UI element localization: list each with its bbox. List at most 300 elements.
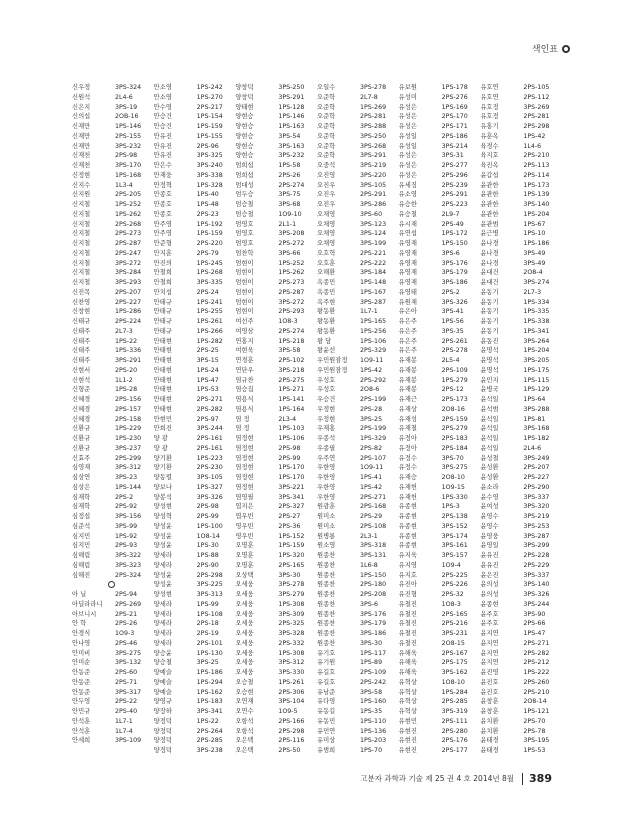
index-entry bbox=[317, 688, 397, 698]
index-entry bbox=[235, 610, 315, 620]
author-name: 엄현이 bbox=[235, 279, 254, 286]
presentation-code: 1PS-173 bbox=[523, 181, 550, 189]
presentation-code: 1PS-223 bbox=[196, 454, 223, 462]
presentation-code: 3PS-278 bbox=[359, 84, 387, 91]
index-entry bbox=[317, 346, 397, 356]
author-name: 윤동기 bbox=[480, 327, 499, 335]
author-name: 오진우 bbox=[316, 181, 336, 189]
presentation-code: 2PS-332 bbox=[278, 639, 305, 647]
presentation-code: 2PS-225 bbox=[441, 571, 468, 579]
index-entry bbox=[235, 532, 315, 542]
index-entry bbox=[72, 200, 152, 210]
index-entry bbox=[235, 278, 315, 288]
presentation-code: 2PS-113 bbox=[523, 162, 550, 169]
author-name: 윤창훈 bbox=[480, 698, 499, 706]
presentation-code: 2PS-49 bbox=[441, 220, 464, 228]
index-entry bbox=[154, 522, 234, 532]
presentation-code: 1PS-186 bbox=[196, 669, 223, 676]
index-entry bbox=[317, 278, 397, 288]
presentation-code: 1PS-144 bbox=[115, 483, 142, 491]
index-entry bbox=[480, 590, 560, 600]
author-name: 신재천 bbox=[72, 162, 91, 169]
index-entry bbox=[317, 298, 397, 308]
index-entry bbox=[317, 629, 397, 639]
author-name: 윤관범 bbox=[480, 220, 499, 228]
author-name: 오세웅 bbox=[235, 649, 254, 657]
index-entry bbox=[480, 83, 560, 93]
author-name: 유혁상 bbox=[398, 678, 417, 686]
author-name: 유성은 bbox=[398, 171, 417, 179]
presentation-code: 3PS-326 bbox=[523, 591, 550, 598]
presentation-code: 2PS-161 bbox=[196, 435, 223, 442]
presentation-code: 1PS-42 bbox=[523, 132, 546, 140]
presentation-code: 3PS-161 bbox=[441, 542, 468, 550]
index-entry bbox=[399, 161, 479, 171]
index-entry bbox=[399, 298, 479, 308]
index-entry bbox=[235, 268, 315, 278]
author-name: 윤주호 bbox=[480, 610, 499, 618]
presentation-code: 3PS-287 bbox=[359, 298, 387, 306]
presentation-code: 1L4-6 bbox=[523, 142, 542, 150]
index-entry bbox=[154, 83, 234, 93]
index-entry bbox=[154, 395, 234, 405]
presentation-code: 2PS-78 bbox=[523, 727, 546, 735]
author-name: 윤나경 bbox=[480, 240, 499, 247]
presentation-code: 2PS-138 bbox=[441, 513, 468, 520]
index-entry bbox=[399, 502, 479, 512]
index-entry bbox=[154, 249, 234, 259]
author-name: 유정수 bbox=[398, 464, 417, 472]
author-name: 양세라 bbox=[153, 600, 172, 608]
index-entry bbox=[399, 210, 479, 220]
author-name: 원미소 bbox=[316, 522, 336, 530]
author-name: 윤동기 bbox=[480, 288, 499, 296]
index-entry bbox=[480, 259, 560, 269]
presentation-code: 1PS-170 bbox=[278, 464, 305, 472]
index-entry bbox=[317, 697, 397, 707]
index-entry bbox=[317, 454, 397, 464]
index-entry bbox=[399, 688, 479, 698]
author-name: 우성호 bbox=[316, 376, 336, 384]
author-name: 윤유진 bbox=[480, 552, 499, 559]
index-entry bbox=[399, 512, 479, 522]
presentation-code: 2PS-324 bbox=[115, 571, 142, 579]
author-name: 신원석 bbox=[72, 93, 91, 101]
presentation-code: 2PS-79 bbox=[196, 249, 219, 257]
author-name: 양예슬 bbox=[153, 688, 172, 696]
index-entry bbox=[154, 93, 234, 103]
presentation-code: 3PS-291 bbox=[359, 152, 387, 160]
author-name: 왕윤선 bbox=[316, 347, 336, 355]
presentation-code: 1PS-203 bbox=[359, 737, 387, 745]
author-name: 안희진 bbox=[153, 425, 172, 433]
index-entry bbox=[317, 181, 397, 191]
author-name: 유기원 bbox=[316, 659, 336, 667]
presentation-code: 2PS-282 bbox=[523, 649, 550, 657]
presentation-code: 3PS-90 bbox=[523, 610, 546, 618]
index-entry bbox=[480, 112, 560, 122]
index-entry bbox=[399, 220, 479, 230]
index-entry bbox=[480, 220, 560, 230]
index-entry bbox=[399, 239, 479, 249]
presentation-code: 1PS-269 bbox=[359, 103, 387, 111]
author-name: 원종찬 bbox=[316, 581, 336, 589]
index-entry bbox=[480, 473, 560, 483]
author-name: 심영재 bbox=[72, 464, 91, 472]
presentation-code: 3PS-179 bbox=[359, 620, 387, 628]
presentation-code: 3PS-156 bbox=[115, 513, 142, 520]
index-entry bbox=[154, 658, 234, 668]
author-name: 신현서 bbox=[72, 366, 91, 374]
presentation-code: 1PS-242 bbox=[196, 84, 223, 91]
index-entry bbox=[72, 493, 152, 503]
author-name: 윤관한 bbox=[480, 181, 499, 189]
presentation-code: 1PS-308 bbox=[278, 649, 305, 657]
index-entry bbox=[399, 668, 479, 678]
presentation-code: 1PS-329 bbox=[359, 435, 387, 442]
index-entry bbox=[72, 678, 152, 688]
author-name: 유철진 bbox=[398, 639, 417, 647]
author-name: 심지민 bbox=[72, 532, 91, 540]
author-name: 유해욱 bbox=[398, 669, 417, 676]
presentation-code: 2PS-207 bbox=[523, 464, 550, 472]
presentation-code: 2PS-298 bbox=[523, 123, 550, 130]
index-entry bbox=[480, 512, 560, 522]
presentation-code: 1PS-35 bbox=[359, 708, 383, 715]
author-name: 윤갑섭 bbox=[480, 171, 499, 179]
author-name: 윤영수 bbox=[480, 522, 499, 530]
author-name: 심준석 bbox=[72, 522, 91, 530]
author-name: 원종찬 bbox=[316, 639, 336, 647]
index-entry bbox=[72, 171, 152, 181]
author-name: 왕 담 bbox=[316, 337, 332, 345]
presentation-code: 2PS-70 bbox=[523, 717, 546, 725]
author-name: 신태주 bbox=[72, 327, 91, 335]
presentation-code: 3PS-338 bbox=[196, 171, 223, 179]
author-name: 안지훈 bbox=[153, 249, 172, 257]
author-name: 유시재 bbox=[398, 220, 417, 228]
index-entry bbox=[235, 600, 315, 610]
index-entry bbox=[399, 736, 479, 746]
author-name: 오명훈 bbox=[235, 561, 254, 569]
author-name: 안은수 bbox=[153, 162, 172, 169]
index-entry bbox=[317, 532, 397, 542]
index-entry bbox=[72, 668, 152, 678]
author-name: 유정아 bbox=[398, 444, 417, 452]
author-name: 염승집 bbox=[235, 386, 254, 394]
presentation-code: 2PS-227 bbox=[523, 474, 550, 481]
author-name: 우한영 bbox=[316, 493, 336, 501]
presentation-code: 1PS-99 bbox=[196, 600, 219, 608]
author-name: 안나영 bbox=[72, 639, 91, 647]
index-entry bbox=[154, 717, 234, 727]
author-name: 유종현 bbox=[398, 522, 417, 530]
index-entry bbox=[399, 678, 479, 688]
index-entry bbox=[399, 395, 479, 405]
presentation-code: 2PS-94 bbox=[115, 591, 138, 598]
presentation-code: 1PS-121 bbox=[523, 708, 550, 715]
index-entry bbox=[317, 668, 397, 678]
index-entry bbox=[154, 181, 234, 191]
author-name: 양기환 bbox=[153, 454, 172, 462]
author-name: 안유진 bbox=[153, 142, 172, 150]
author-name: 안 학 bbox=[72, 620, 87, 628]
author-name: 엄희섭 bbox=[235, 171, 254, 179]
author-name: 왕동환 bbox=[316, 308, 336, 316]
author-name: 옥종민 bbox=[316, 288, 336, 296]
index-entry bbox=[317, 541, 397, 551]
presentation-code: 2PS-12 bbox=[441, 386, 464, 394]
author-name: 안태현 bbox=[153, 337, 172, 345]
author-name: 윤동기 bbox=[480, 298, 499, 306]
author-name: 염 정 bbox=[235, 415, 250, 423]
index-entry bbox=[399, 415, 479, 425]
index-entry bbox=[317, 307, 397, 317]
index-entry bbox=[235, 619, 315, 629]
author-name: 엄현이 bbox=[235, 259, 254, 267]
author-name: 신환규 bbox=[72, 435, 91, 442]
author-name: 윤석범 bbox=[480, 405, 499, 413]
presentation-code: 3PS-205 bbox=[523, 357, 550, 364]
author-name: 양성현 bbox=[153, 591, 172, 598]
author-name: 유성일 bbox=[398, 132, 417, 140]
presentation-code: 2PS-205 bbox=[115, 191, 142, 199]
presentation-code: 2PS-22 bbox=[115, 698, 138, 706]
author-name: 안세희 bbox=[72, 737, 91, 745]
index-entry bbox=[235, 83, 315, 93]
author-name: 양성현 bbox=[153, 503, 172, 511]
author-name: 윤성철 bbox=[480, 454, 499, 462]
presentation-code: 2PS-27 bbox=[278, 513, 301, 520]
index-entry bbox=[72, 600, 152, 610]
author-name: 유은주 bbox=[398, 327, 417, 335]
index-entry bbox=[72, 717, 152, 727]
author-name: 유미상 bbox=[316, 737, 336, 745]
index-entry bbox=[235, 229, 315, 239]
presentation-code: 1O9-11 bbox=[359, 357, 384, 364]
presentation-code: 2L7-3 bbox=[115, 327, 133, 335]
index-entry bbox=[154, 122, 234, 132]
index-entry bbox=[399, 619, 479, 629]
author-name: 유재봉 bbox=[398, 366, 417, 374]
index-entry bbox=[154, 376, 234, 386]
author-name: 유영재 bbox=[398, 249, 417, 257]
index-entry bbox=[317, 376, 397, 386]
presentation-code: 2PS-165 bbox=[441, 610, 468, 618]
presentation-code: 3PS-184 bbox=[359, 269, 387, 277]
author-name: 유원재 bbox=[398, 298, 417, 306]
author-name: 신우정 bbox=[72, 84, 91, 91]
presentation-code: 1PS-262 bbox=[278, 269, 305, 277]
author-name: 유정수 bbox=[398, 454, 417, 462]
presentation-code: 2PS-116 bbox=[278, 737, 305, 745]
index-entry bbox=[480, 103, 560, 113]
author-name: 윤민지 bbox=[480, 376, 499, 384]
author-name: 육경수 bbox=[480, 142, 499, 150]
index-entry bbox=[317, 356, 397, 366]
presentation-code: 3PS-238 bbox=[196, 747, 223, 754]
author-name: 윤영수 bbox=[480, 513, 499, 520]
index-entry bbox=[154, 483, 234, 493]
presentation-code: 3PS-214 bbox=[441, 142, 468, 150]
author-name: 유성은 bbox=[398, 123, 417, 130]
index-entry bbox=[235, 259, 315, 269]
index-entry bbox=[72, 239, 152, 249]
author-name: 안태현 bbox=[153, 405, 172, 413]
presentation-code: 1PS-22 bbox=[115, 337, 138, 345]
author-name: 윤성환 bbox=[480, 464, 499, 472]
presentation-code: 3PS-250 bbox=[278, 84, 305, 91]
author-name: 윤동기 bbox=[480, 318, 499, 325]
author-name: 우정현 bbox=[316, 405, 336, 413]
author-name: 유재철 bbox=[398, 425, 417, 433]
index-entry bbox=[235, 220, 315, 230]
presentation-code: 3PS-299 bbox=[523, 542, 550, 550]
presentation-code: 2PS-224 bbox=[115, 318, 142, 325]
author-name: 유훈옥 bbox=[480, 132, 499, 140]
index-entry bbox=[235, 590, 315, 600]
index-entry bbox=[154, 629, 234, 639]
author-name: 신창현 bbox=[72, 308, 91, 316]
author-name: 안미순 bbox=[72, 659, 91, 667]
author-name: 양예슬 bbox=[153, 669, 172, 676]
presentation-code: 3PS-68 bbox=[278, 201, 301, 208]
index-entry bbox=[480, 707, 560, 717]
author-name: 염정현 bbox=[235, 435, 254, 442]
presentation-code: 2PS-175 bbox=[441, 659, 468, 667]
author-name: 유정아 bbox=[398, 435, 417, 442]
presentation-code: 1PS-192 bbox=[196, 220, 223, 228]
index-entry bbox=[235, 317, 315, 327]
index-entry bbox=[480, 210, 560, 220]
author-index-grid bbox=[72, 83, 560, 763]
presentation-code: 2PS-71 bbox=[115, 678, 138, 686]
index-entry bbox=[235, 629, 315, 639]
author-name: 양현승 bbox=[235, 132, 254, 140]
author-name: 신현석 bbox=[72, 376, 91, 384]
index-entry bbox=[317, 424, 397, 434]
index-entry bbox=[235, 395, 315, 405]
index-entry bbox=[154, 434, 234, 444]
presentation-code: 3PS-30 bbox=[278, 571, 301, 579]
author-name: 유진형 bbox=[398, 591, 417, 598]
index-entry bbox=[480, 385, 560, 395]
index-entry bbox=[154, 259, 234, 269]
index-entry bbox=[399, 385, 479, 395]
presentation-code: 2PS-222 bbox=[359, 259, 387, 267]
presentation-code: 3PS-6 bbox=[441, 249, 460, 257]
presentation-code: 2PS-96 bbox=[196, 142, 219, 150]
presentation-code: 1L3-4 bbox=[115, 181, 133, 189]
index-entry bbox=[317, 337, 397, 347]
author-name: 신재만 bbox=[72, 132, 91, 140]
presentation-code: 3PS-335 bbox=[196, 279, 223, 286]
index-entry bbox=[399, 629, 479, 639]
author-name: 오일수 bbox=[316, 84, 336, 91]
index-entry bbox=[317, 327, 397, 337]
index-entry bbox=[72, 288, 152, 298]
presentation-code: 3PS-232 bbox=[115, 142, 142, 150]
index-entry bbox=[72, 307, 152, 317]
author-name: 엄영호 bbox=[235, 230, 254, 238]
presentation-code: 2PS-285 bbox=[196, 737, 223, 745]
presentation-code: 1PS-230 bbox=[115, 435, 142, 442]
index-entry bbox=[317, 122, 397, 132]
author-name: 유현진 bbox=[398, 747, 417, 754]
presentation-code: 2PS-293 bbox=[278, 308, 305, 316]
author-name: 안주영 bbox=[153, 220, 172, 228]
author-name: 유재봉 bbox=[398, 376, 417, 384]
index-entry bbox=[317, 551, 397, 561]
presentation-code: 1PS-229 bbox=[115, 425, 142, 433]
author-name: 유해욱 bbox=[398, 659, 417, 667]
index-entry bbox=[235, 376, 315, 386]
author-name: 신형준 bbox=[72, 386, 91, 394]
index-entry bbox=[399, 278, 479, 288]
author-name: 안태현 bbox=[153, 386, 172, 394]
index-entry bbox=[399, 132, 479, 142]
index-entry bbox=[154, 551, 234, 561]
presentation-code: 1PS-170 bbox=[278, 474, 305, 481]
index-entry bbox=[235, 502, 315, 512]
presentation-code: 3PS-219 bbox=[359, 162, 387, 169]
presentation-code: 3PS-162 bbox=[441, 669, 468, 676]
author-name: 유길호 bbox=[316, 669, 336, 676]
author-name: 유영재 bbox=[398, 269, 417, 277]
presentation-code: 2PS-210 bbox=[523, 688, 550, 696]
author-name: 유홍기 bbox=[480, 123, 499, 130]
presentation-code: 1PS-165 bbox=[359, 318, 387, 325]
presentation-code: 2PS-40 bbox=[115, 708, 138, 715]
index-entry bbox=[480, 532, 560, 542]
index-entry bbox=[480, 434, 560, 444]
presentation-code: 1PS-182 bbox=[523, 435, 550, 442]
index-entry bbox=[317, 83, 397, 93]
author-name: 유재승 bbox=[398, 474, 417, 481]
presentation-code: 1PS-47 bbox=[523, 630, 546, 637]
index-entry bbox=[399, 424, 479, 434]
presentation-code: 3PS-174 bbox=[441, 532, 468, 540]
author-name: 우성호 bbox=[316, 386, 336, 394]
author-name: 유재봉 bbox=[398, 386, 417, 394]
author-name: 안태규 bbox=[153, 318, 172, 325]
presentation-code: 2PS-272 bbox=[278, 240, 305, 247]
index-entry bbox=[317, 229, 397, 239]
presentation-code: 2PS-97 bbox=[196, 415, 219, 423]
author-name: 유영태 bbox=[398, 288, 417, 296]
author-name: 윤지연 bbox=[480, 630, 499, 637]
section-circle-icon bbox=[562, 45, 570, 53]
index-entry bbox=[399, 83, 479, 93]
index-entry bbox=[480, 580, 560, 590]
author-name: 윤관한 bbox=[480, 191, 499, 199]
author-name: 윤영웅 bbox=[480, 532, 499, 540]
index-entry bbox=[399, 551, 479, 561]
author-name: 윤지연 bbox=[480, 649, 499, 657]
presentation-code: 1PS-89 bbox=[359, 659, 383, 667]
index-entry bbox=[317, 395, 397, 405]
presentation-code: 2PS-264 bbox=[196, 727, 223, 735]
presentation-code: 1PS-164 bbox=[278, 405, 305, 413]
author-name: 오연재 bbox=[235, 698, 254, 706]
author-name: 원미소 bbox=[316, 513, 336, 520]
presentation-code: 2L7-3 bbox=[523, 288, 542, 296]
index-entry bbox=[317, 434, 397, 444]
presentation-code: 2PS-221 bbox=[359, 249, 387, 257]
author-name: 양보나 bbox=[153, 483, 172, 491]
index-entry bbox=[480, 239, 560, 249]
index-entry bbox=[399, 93, 479, 103]
